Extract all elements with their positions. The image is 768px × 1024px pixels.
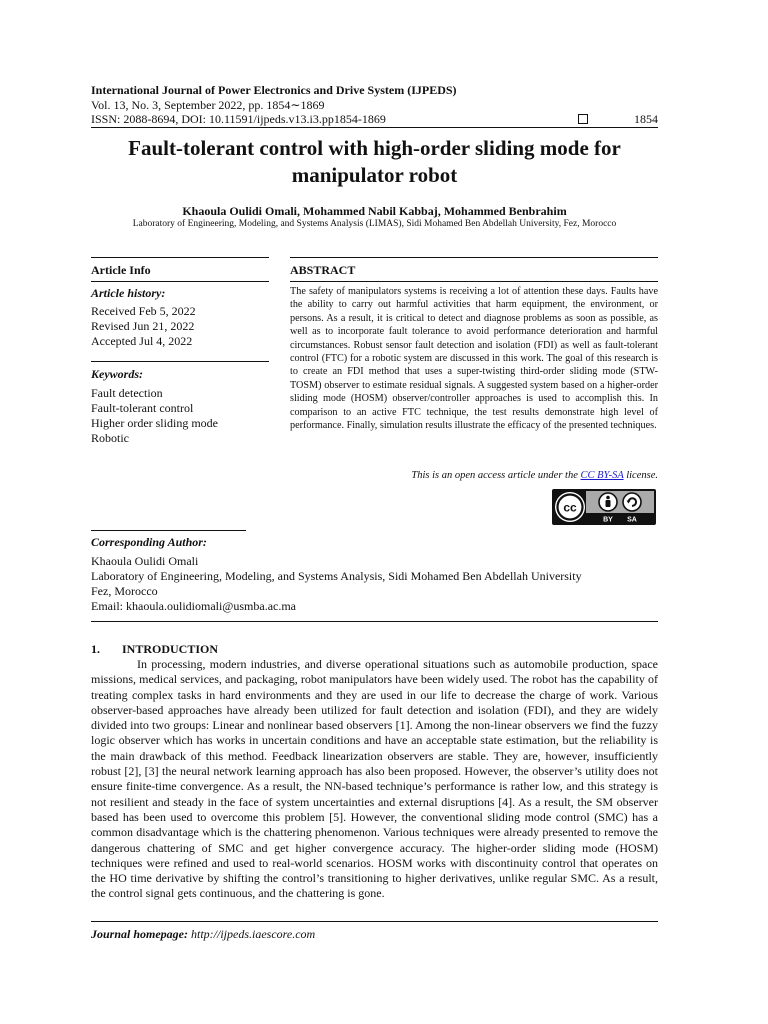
- corresponding-lab: Laboratory of Engineering, Modeling, and Systems Analysis, Sidi Mohamed Ben Abdellah University: [91, 569, 582, 583]
- corresponding-name: Khaoula Oulidi Omali: [91, 554, 199, 568]
- cc-icon: cc: [563, 500, 577, 515]
- issn-doi-line: ISSN: 2088-8694, DOI: 10.11591/ijpeds.v13.i3.pp1854-1869: [91, 112, 386, 126]
- abstract-heading: ABSTRACT: [290, 263, 356, 277]
- author-list: Khaoula Oulidi Omali, Mohammed Nabil Kabbaj, Mohammed Benbrahim: [182, 204, 567, 218]
- by-person-head: [606, 496, 610, 500]
- badge-top-panel: [586, 491, 654, 513]
- journal-name: International Journal of Power Electronics and Drive System (IJPEDS): [91, 83, 457, 97]
- abstract-rule: [290, 281, 658, 282]
- history-revised: Revised Jun 21, 2022: [91, 319, 195, 333]
- keywords-rule: [91, 361, 269, 362]
- corresponding-heading: Corresponding Author:: [91, 535, 207, 549]
- corresponding-rule: [91, 530, 246, 531]
- section-heading-introduction: [91, 642, 218, 657]
- license-note: [411, 470, 658, 481]
- cc-by-sa-link[interactable]: CC BY-SA: [580, 470, 624, 481]
- square-bullet-icon: [578, 114, 588, 124]
- introduction-paragraph: In processing, modern industries, and diverse operational situations such as automobile production, space missions, medical services, and packaging, robot manipulators have been widely used. The robot has the capability of treating complex tasks in hard environments and they are used in our life to decrease the charge of work. Various observer-based approaches have already been utilized for fault detection and isolation (FDI), and they are widely divided into two groups: Linear and nonlinear based observers [1]. Among the non-linear observers we find the fuzzy logic observer which has works in uncertain conditions and have an acceptable state estimation, but the reliability is the main drawback of this method. Feedback linearization observers are stable. They are, however, insufficiently robust [2], [3] the neural network learning approach has also been proposed. However, the observer’s utility does not ensure finite-time convergence. As a result, the NN-based technique’s performance is rather low, and this strategy is not resilient and steady in the face of system uncertainties and external disruptions [4]. As a result, the SM observer based has been used to overcome this problem [5]. However, the conventional sliding mode control (SMC) has a common disadvantage which is the chattering phenomenon. Various techniques were already presented to remove the dangerous chattering of SMC and get higher convergence accuracy. The higher-order sliding mode (HOSM) techniques were refined and used to real-world scenarios. HOSM works with discontinuity control that operates on the HO time derivative by shifting the control’s transitioning to higher derivatives, unlike regular SMC. As a result, the control signal gets continuous, and the chattering is gone.: [91, 657, 658, 901]
- volume-line: Vol. 13, No. 3, September 2022, pp. 1854∼1869: [91, 98, 325, 112]
- keyword-item: Higher order sliding mode: [91, 416, 218, 430]
- header-rule: [91, 127, 658, 128]
- keyword-item: Fault-tolerant control: [91, 401, 194, 415]
- license-prefix: This is an open access article under the: [411, 470, 581, 481]
- cc-by-sa-badge[interactable]: [552, 489, 656, 525]
- article-history-list: [91, 304, 196, 349]
- section-title: INTRODUCTION: [122, 642, 219, 656]
- corresponding-email: Email: khaoula.oulidiomali@usmba.ac.ma: [91, 599, 297, 613]
- title-line-1: Fault-tolerant control with high-order sliding mode for: [128, 136, 621, 160]
- homepage-label: Journal homepage:: [91, 927, 189, 941]
- abstract-top-rule: [290, 257, 658, 258]
- keywords-list: [91, 386, 218, 446]
- homepage-url[interactable]: http://ijpeds.iaescore.com: [191, 927, 316, 941]
- section-number: 1.: [91, 642, 100, 656]
- front-matter-bottom-rule: [91, 621, 658, 622]
- corresponding-city: Fez, Morocco: [91, 584, 158, 598]
- license-suffix: license.: [623, 470, 658, 481]
- page-number: 1854: [634, 112, 658, 126]
- article-info-top-rule: [91, 257, 269, 258]
- footer-rule: [91, 921, 658, 922]
- by-person-body: [606, 500, 611, 507]
- badge-sa-label: SA: [627, 516, 637, 524]
- sa-share-icon: [623, 493, 641, 511]
- affiliation: Laboratory of Engineering, Modeling, and Systems Analysis (LIMAS), Sidi Mohamed Ben Abdellah University, Fez, Morocco: [132, 219, 617, 229]
- corresponding-details: [91, 554, 582, 614]
- keywords-heading: Keywords:: [91, 367, 143, 381]
- abstract-text: The safety of manipulators systems is receiving a lot of attention these days. Faults have the ability to carry out harmful activities that harm equipment, the environment, or persons. As a result, it is critical to detect and diagnose problems as soon as possible, as well as to incorporate fault tolerance to avoid performance deterioration and harmful circumstances. Robust sensor fault detection and isolation (FDI) as well as fault-tolerant control (FTC) for a robotic system are discussed in this work. The goal of this research is to create an FDI method that uses a super-twisting third-order sliding mode (STW-TOSM) observer to estimate residual signals. A suggested system based on a higher-order sliding mode (HOSM) observer/controller approaches is used to accomplish this. In comparison to an active FTC technique, the test results demonstrate high level of performance. Finally, simulation results illustrate the efficacy of the presented techniques.: [290, 286, 658, 432]
- article-info-rule: [91, 281, 269, 282]
- title-line-2: manipulator robot: [291, 163, 458, 187]
- keyword-item: Robotic: [91, 431, 129, 445]
- journal-homepage: [91, 927, 315, 942]
- badge-by-label: BY: [603, 516, 613, 524]
- keyword-item: Fault detection: [91, 386, 163, 400]
- article-history-heading: Article history:: [91, 286, 166, 300]
- history-accepted: Accepted Jul 4, 2022: [91, 334, 193, 348]
- history-received: Received Feb 5, 2022: [91, 304, 196, 318]
- paper-title: [91, 135, 658, 189]
- article-info-heading: Article Info: [91, 263, 151, 277]
